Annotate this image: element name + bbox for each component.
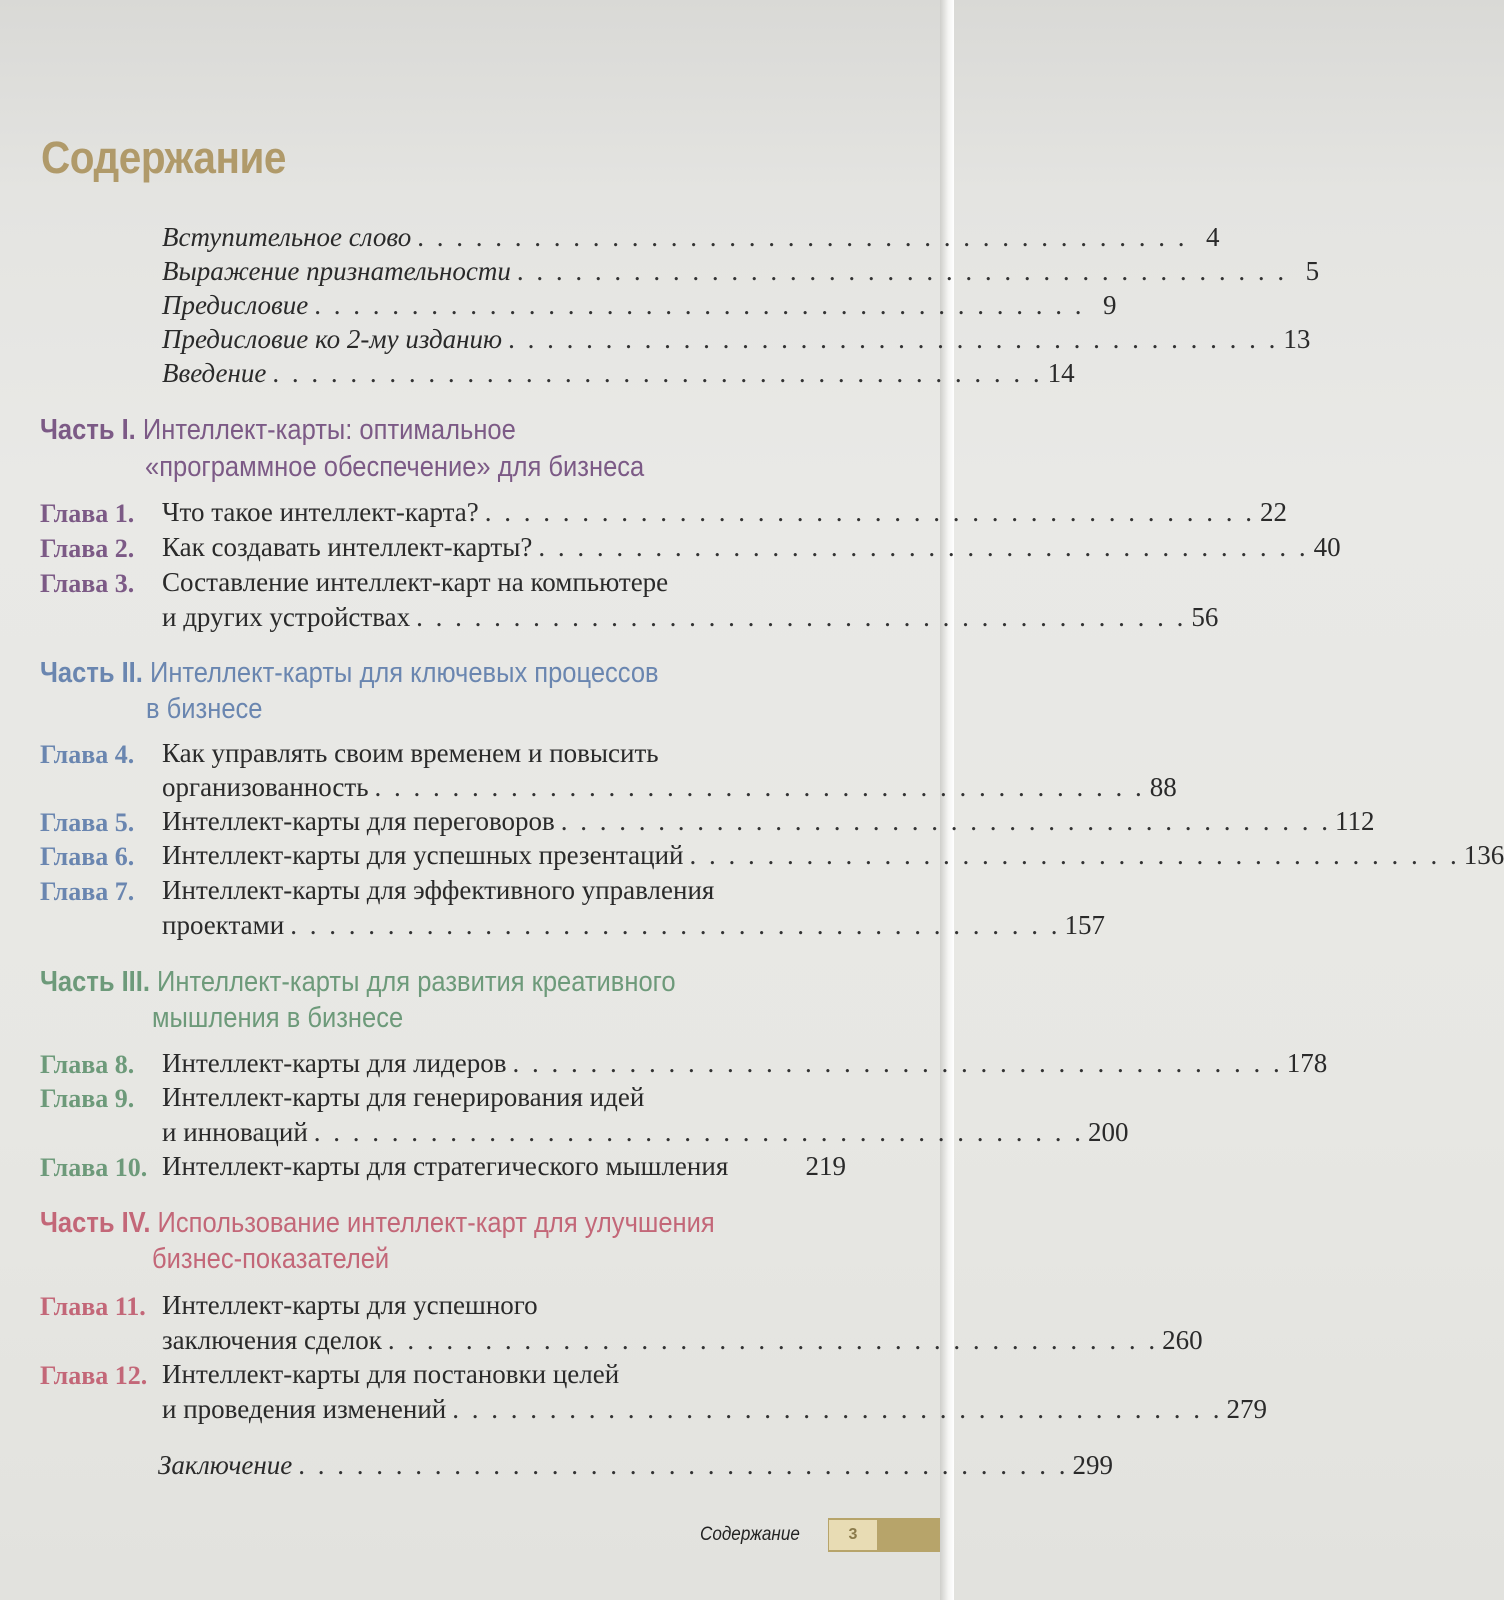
dot-leader: . . . . . . . . . . . . . . . . . . . . . . . . . . . . . . . . . . . . . . . . — [290, 910, 1061, 940]
entry-page: 88 — [1149, 772, 1177, 802]
part-2-heading[interactable] — [40, 657, 659, 690]
entry-title: Интеллект-карты для переговоров — [162, 806, 555, 836]
entry-title: Интеллект-карты для успешных презентаций — [162, 840, 684, 870]
dot-leader: . . . . . . . . . . . . . . . . . . . . . . . . . . . . . . . . . . . . . . . . — [484, 497, 1256, 527]
dot-leader: . . . . . . . . . . . . . . . . . . . . . . . . . . . . . . . . . . . . . . . . — [387, 1325, 1159, 1355]
toc-entry-chapter-1[interactable] — [162, 497, 1288, 529]
dot-leader: . . . . . . . . . . . . . . . . . . . . . . . . . . . . . . . . . . . . . . . . — [417, 222, 1188, 252]
toc-entry-chapter-6[interactable] — [162, 840, 1504, 872]
running-footer-label: Содержание — [700, 1524, 800, 1545]
toc-entry-conclusion[interactable] — [158, 1450, 1113, 1482]
chapter-4-label: Глава 4. — [40, 740, 135, 769]
dot-leader: . . . . . . . . . . . . . . . . . . . . . . . . . . . . . . . . . . . . . . . . — [508, 324, 1279, 354]
toc-entry-preface[interactable] — [162, 290, 1117, 322]
entry-page: 219 — [805, 1151, 846, 1181]
entry-page: 9 — [1103, 290, 1117, 320]
entry-title: Предисловие ко 2-му изданию — [162, 324, 503, 354]
part-title-line1: Использование интеллект-карт для улучшения — [157, 1207, 715, 1239]
chapter-12-label: Глава 12. — [40, 1361, 148, 1390]
dot-leader: . . . . . . . . . . . . . . . . . . . . . . . . . . . . . . . . . . . . . . . . — [416, 602, 1187, 632]
entry-title: заключения сделок — [162, 1325, 382, 1355]
entry-title: Введение — [162, 358, 267, 388]
chapter-9-label: Глава 9. — [40, 1084, 135, 1113]
entry-page: 14 — [1047, 358, 1075, 388]
toc-entry-chapter-11[interactable] — [162, 1325, 1203, 1357]
entry-title: Как создавать интеллект-карты? — [162, 532, 533, 562]
entry-page: 299 — [1072, 1450, 1113, 1480]
toc-entry-chapter-12[interactable] — [162, 1394, 1267, 1426]
part-title-line1: Интеллект-карты для ключевых процессов — [149, 657, 659, 689]
entry-page: 112 — [1335, 806, 1375, 836]
dot-leader: . . . . . . . . . . . . . . . . . . . . . . . . . . . . . . . . . . . . . . . . — [374, 772, 1145, 802]
entry-title: организованность — [162, 772, 369, 802]
entry-page: 4 — [1206, 222, 1220, 252]
toc-entry-chapter-8[interactable] — [162, 1048, 1328, 1080]
toc-entry-chapter-10[interactable] — [162, 1151, 846, 1183]
chapter-9-title-line1: Интеллект-карты для генерирования идей — [162, 1082, 645, 1112]
dot-leader: . . . . . . . . . . . . . . . . . . . . . . . . . . . . . . . . . . . . . . . . — [516, 256, 1288, 286]
dot-leader: . . . . . . . . . . . . . . . . . . . . . . . . . . . . . . . . . . . . . . . . — [452, 1394, 1223, 1424]
entry-page: 279 — [1226, 1394, 1267, 1424]
dot-leader: . . . . . . . . . . . . . . . . . . . . . . . . . . . . . . . . . . . . . . . . — [272, 358, 1043, 388]
toc-entry-chapter-5[interactable] — [162, 806, 1375, 838]
chapter-8-label: Глава 8. — [40, 1050, 135, 1079]
page-title: Содержание — [41, 132, 287, 183]
entry-title: Заключение — [158, 1450, 293, 1480]
entry-title: и других устройствах — [162, 602, 411, 632]
entry-page: 13 — [1283, 324, 1311, 354]
dot-leader: . . . . . . . . . . . . . . . . . . . . . . . . . . . . . . . . . . . . . . . . — [512, 1048, 1283, 1078]
chapter-3-title-line1: Составление интеллект-карт на компьютере — [162, 567, 669, 597]
entry-title: и инноваций — [162, 1117, 308, 1147]
entry-page: 5 — [1305, 256, 1320, 286]
toc-entry-acknowledgements[interactable] — [162, 256, 1320, 288]
part-1-title-line2: «программное обеспечение» для бизнеса — [145, 451, 645, 483]
toc-entry-chapter-7[interactable] — [162, 910, 1105, 942]
entry-title: проектами — [162, 910, 285, 940]
dot-leader: . . . . . . . . . . . . . . . . . . . . . . . . . . . . . . . . . . . . . . . . — [560, 806, 1332, 836]
entry-page: 260 — [1162, 1325, 1203, 1355]
entry-title: Предисловие — [162, 290, 309, 320]
entry-page: 40 — [1313, 532, 1341, 562]
footer-ghost-text — [566, 1526, 570, 1544]
entry-page: 178 — [1286, 1048, 1328, 1078]
entry-page: 136 — [1463, 840, 1504, 870]
part-label: Часть III. — [40, 966, 150, 998]
part-label: Часть II. — [40, 657, 143, 689]
entry-page: 157 — [1064, 910, 1105, 940]
entry-title: и проведения изменений — [162, 1394, 447, 1424]
dot-leader: . . . . . . . . . . . . . . . . . . . . . . . . . . . . . . . . . . . . . . . . — [298, 1450, 1069, 1480]
part-label: Часть IV. — [40, 1207, 151, 1239]
chapter-2-label: Глава 2. — [40, 534, 135, 563]
part-label: Часть I. — [40, 414, 136, 446]
part-3-title-line2: мышления в бизнесе — [152, 1002, 404, 1034]
chapter-7-label: Глава 7. — [40, 877, 135, 906]
entry-title: Интеллект-карты для лидеров — [162, 1048, 507, 1078]
chapter-4-title-line1: Как управлять своим временем и повысить — [162, 738, 659, 768]
toc-entry-chapter-3[interactable] — [162, 602, 1219, 634]
part-2-title-line2: в бизнесе — [146, 693, 263, 725]
part-1-heading[interactable] — [40, 414, 516, 447]
toc-entry-chapter-2[interactable] — [162, 532, 1341, 564]
part-3-heading[interactable] — [40, 966, 676, 999]
entry-title: Интеллект-карты для стратегического мышления — [162, 1151, 729, 1181]
dot-leader: . . . . . . . . . . . . . . . . . . . . . . . . . . . . . . . . . . . . . . . . — [314, 290, 1085, 320]
chapter-7-title-line1: Интеллект-карты для эффективного управления — [162, 875, 715, 905]
part-title-line1: Интеллект-карты: оптимальное — [142, 414, 516, 446]
toc-entry-introduction[interactable] — [162, 358, 1075, 390]
entry-title: Выражение признательности — [162, 256, 511, 286]
toc-entry-chapter-9[interactable] — [162, 1117, 1129, 1149]
entry-title: Что такое интеллект-карта? — [162, 497, 479, 527]
entry-page: 200 — [1088, 1117, 1129, 1147]
page-number: 3 — [829, 1520, 877, 1550]
chapter-10-label: Глава 10. — [40, 1153, 148, 1182]
part-title-line1: Интеллект-карты для развития креативного — [157, 966, 676, 998]
dot-leader: . . . . . . . . . . . . . . . . . . . . . . . . . . . . . . . . . . . . . . . . — [313, 1117, 1085, 1147]
entry-page: 56 — [1191, 602, 1219, 632]
chapter-3-label: Глава 3. — [40, 569, 135, 598]
entry-page: 22 — [1260, 497, 1288, 527]
part-4-title-line2: бизнес-показателей — [152, 1243, 390, 1275]
chapter-12-title-line1: Интеллект-карты для постановки целей — [162, 1359, 620, 1389]
chapter-1-label: Глава 1. — [40, 499, 135, 528]
toc-entry-chapter-4[interactable] — [162, 772, 1177, 804]
chapter-11-label: Глава 11. — [40, 1292, 146, 1321]
entry-title: Вступительное слово — [162, 222, 412, 252]
chapter-11-title-line1: Интеллект-карты для успешного — [162, 1290, 538, 1320]
chapter-6-label: Глава 6. — [40, 842, 135, 871]
toc-entry-foreword[interactable] — [162, 222, 1220, 254]
dot-leader: . . . . . . . . . . . . . . . . . . . . . . . . . . . . . . . . . . . . . . . . — [538, 532, 1309, 562]
chapter-5-label: Глава 5. — [40, 808, 135, 837]
toc-entry-preface-2nd[interactable] — [162, 324, 1311, 356]
part-4-heading[interactable] — [40, 1207, 715, 1240]
dot-leader: . . . . . . . . . . . . . . . . . . . . . . . . . . . . . . . . . . . . . . . . — [689, 840, 1460, 870]
